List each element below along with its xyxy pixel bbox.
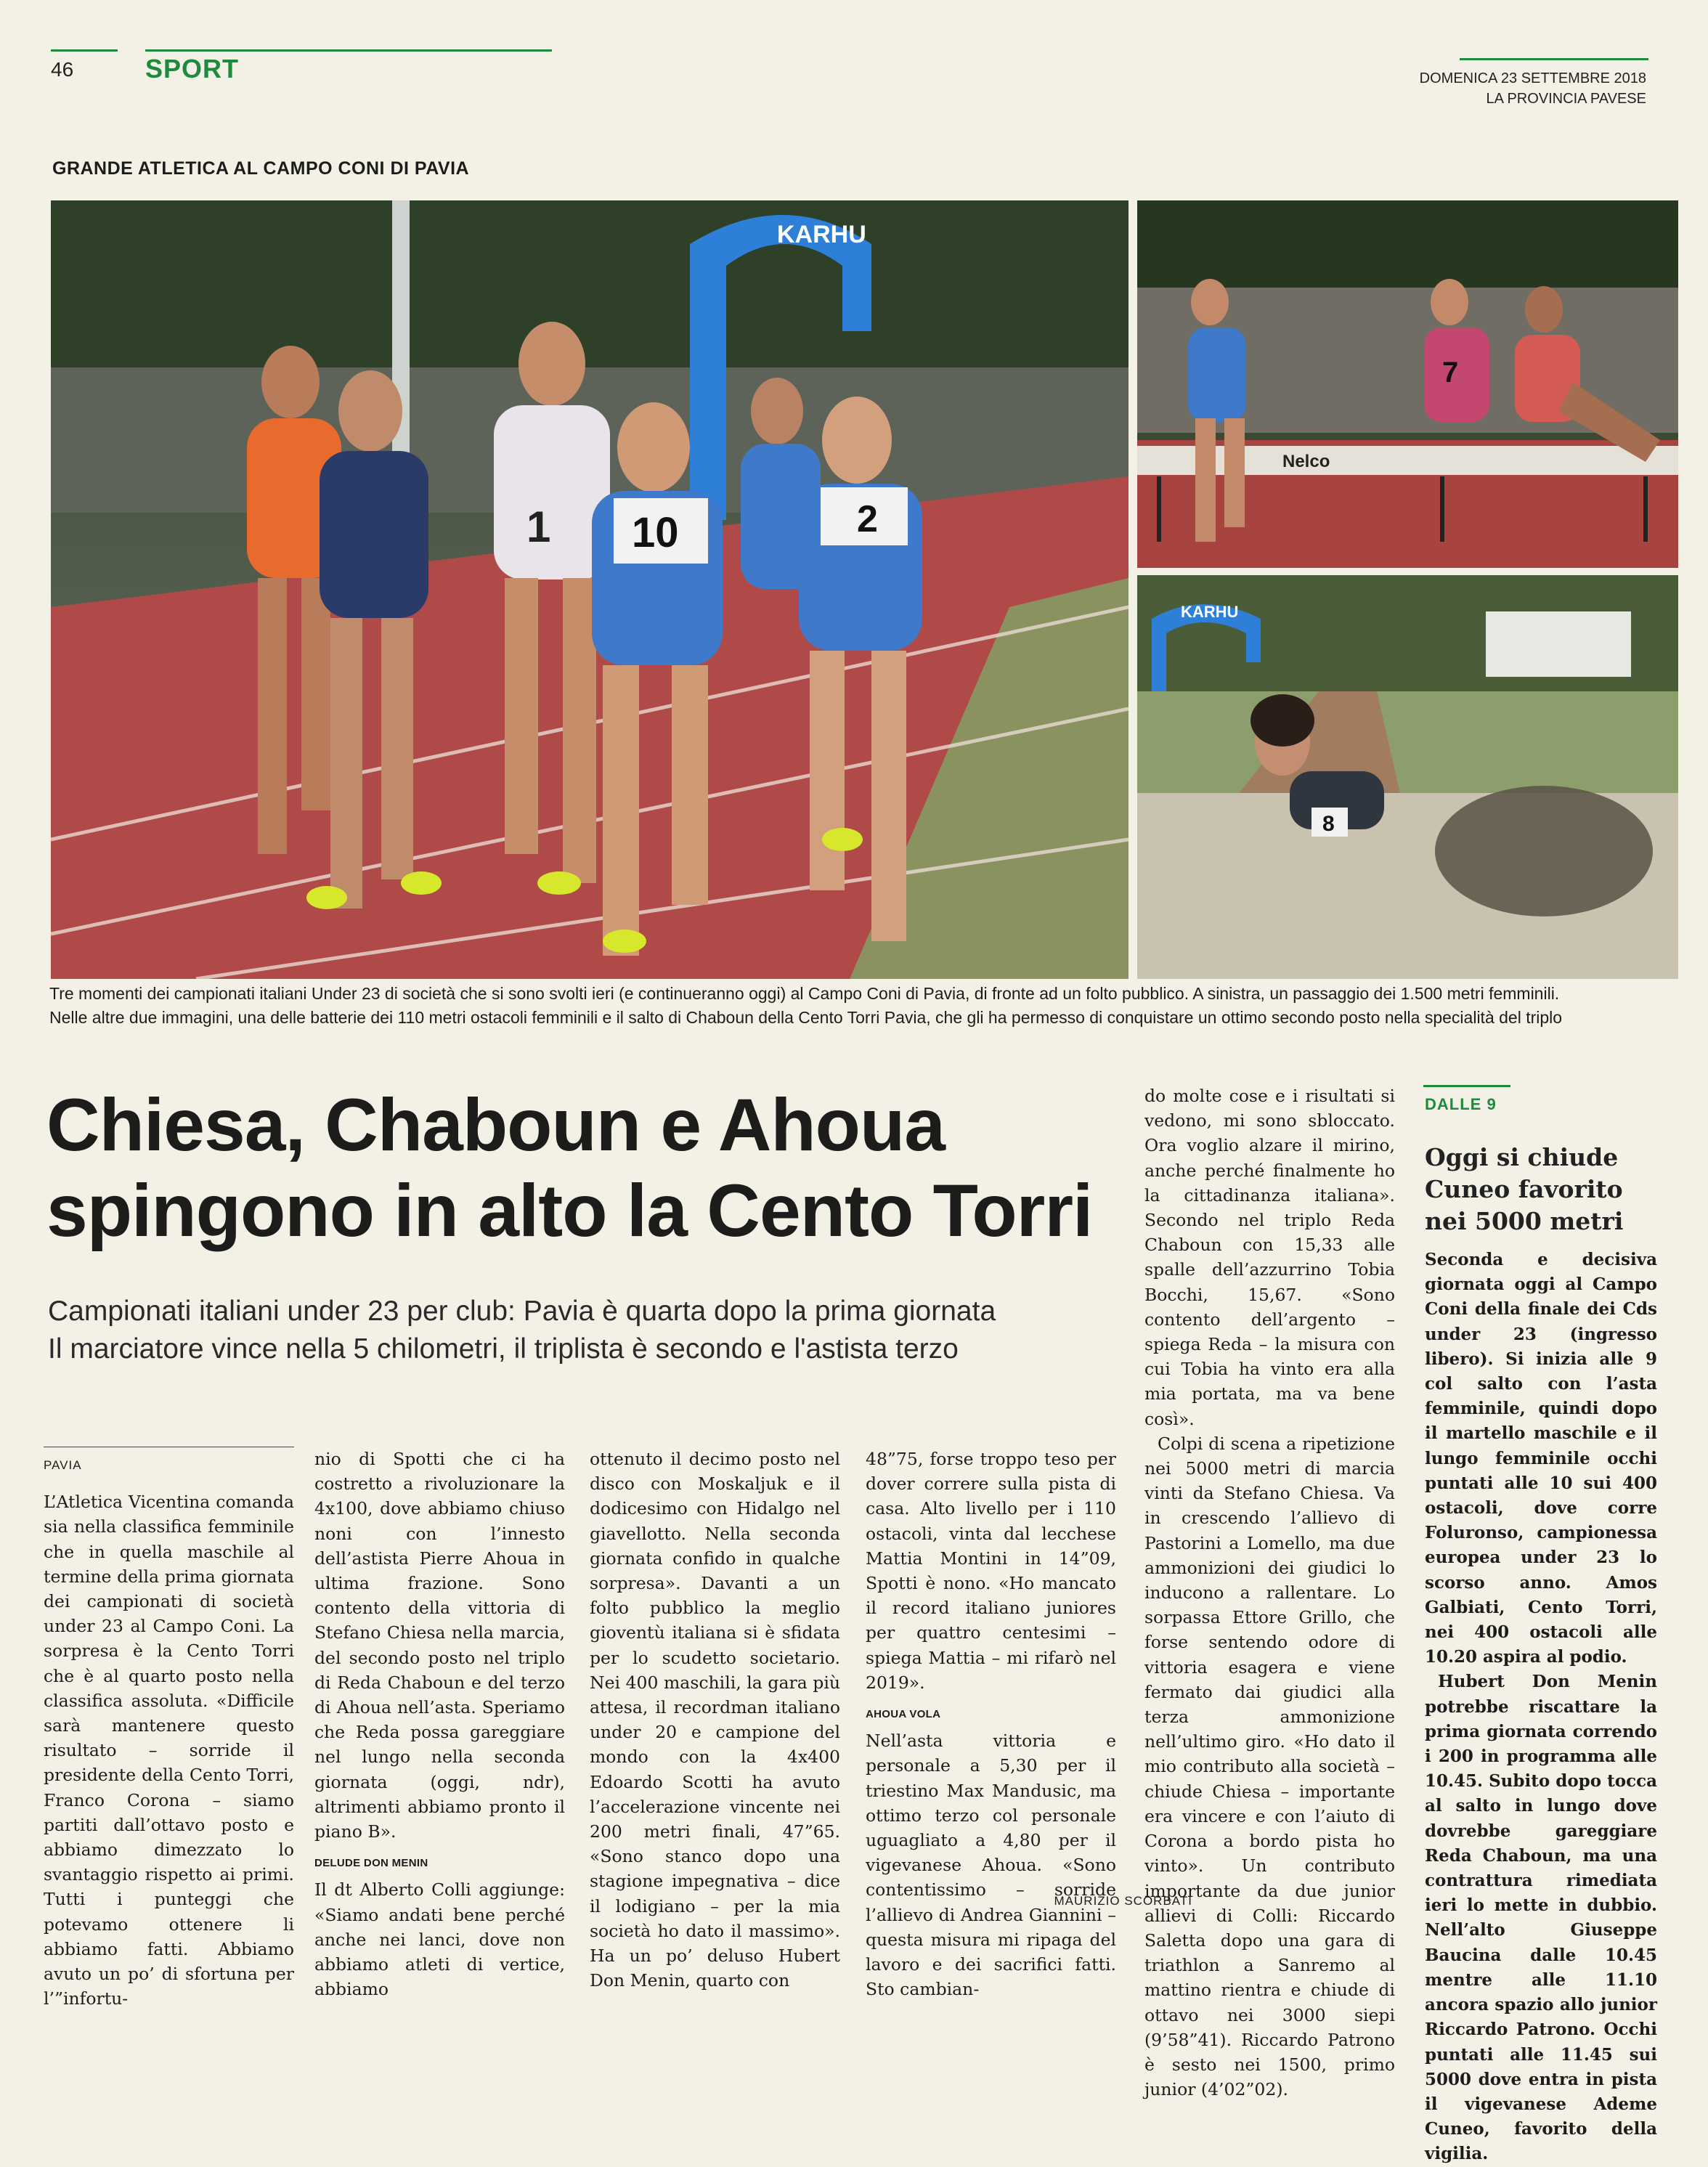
page-number: 46 [51, 58, 74, 81]
photo-long-jump [1137, 575, 1678, 979]
photo-110m-hurdles [1137, 200, 1678, 568]
article-column-3 [590, 1447, 840, 1993]
caption-line-2: Nelle altre due immagini, una delle batterie dei 110 metri ostacoli femminili e il salto di Chaboun della Cento Torri Pavia, che gli ha permesso di conquistare un ottimo secondo posto nella specialità del triplo [49, 1008, 1563, 1027]
article-column-2 [314, 1447, 565, 2001]
header-rule-left [51, 49, 118, 52]
hurdles-bib-7: 7 [1442, 357, 1459, 389]
article-column-4 [866, 1447, 1116, 2001]
sidebar-label: DALLE 9 [1425, 1095, 1497, 1113]
byline: MAURIZIO SCORBATI [1054, 1894, 1192, 1908]
hurdle-banner-label: Nelco [1282, 452, 1330, 471]
sidebar-paragraph: Hubert Don Menin potrebbe riscattare la prima giornata correndo i 200 in programma alle 10.45. Subito dopo tocca al salto in lungo dove dovrebbe gareggiare Reda Chaboun, ma una contrattura rimediata ieri lo mette in dubbio. Nell’alto Giuseppe Baucina dalle 10.45 mentre alle 11.10 ancora spazio allo junior Riccardo Patrono. Occhi puntati alle 11.45 sui 5000 dove entra in pista il vigevanese Ademe Cuneo, favorito della vigilia. [1425, 1672, 1657, 2164]
article-paragraph: Nell’asta vittoria e personale a 5,30 per il triestino Max Mandusic, ma ottimo terzo col personale uguagliato a 4,80 per il vigevanese Ahoua. «Sono contentissimo – sorride l’allievo di Andrea Giannini – questa misura mi ripaga del lavoro e dei sacrifici fatti. Sto cambian- [866, 1731, 1116, 2000]
photo-1500m-runners [51, 200, 1128, 979]
longjump-bib-8: 8 [1322, 812, 1335, 836]
headline-line-1: Chiesa, Chaboun e Ahoua [46, 1084, 946, 1166]
publication-date: DOMENICA 23 SETTEMBRE 2018 [1419, 70, 1646, 86]
header-rule-right [1460, 58, 1648, 60]
header-rule-section [145, 49, 552, 52]
article-paragraph: nio di Spotti che ci ha costretto a rivoluzionare la 4x100, dove abbiamo chiuso noni con l’innesto dell’astista Pierre Ahoua in ultima frazione. Sono contento della vittoria di Stefano Chiesa nella marcia, del secondo posto nel triplo di Reda Chaboun e del terzo di Ahoua nell’asta. Speriamo che Reda possa gareggiare nel lungo nella seconda giornata (oggi, ndr), altrimenti abbiamo pronto il piano B». [314, 1449, 565, 1842]
article-paragraph: Il dt Alberto Colli aggiunge: «Siamo andati bene perché anche nei lanci, dove non abbiamo atleti di vertice, abbiamo [314, 1879, 565, 2000]
headline-line-2: spingono in alto la Cento Torri [46, 1169, 1093, 1252]
headline [46, 1082, 1136, 1253]
arch-sponsor-label: KARHU [777, 221, 866, 248]
sidebar-title: Oggi si chiude Cuneo favorito nei 5000 metri [1425, 1143, 1624, 1235]
article-paragraph: Colpi di scena a ripetizione nei 5000 metri di marcia vinti da Stefano Chiesa. Va in crescendo l’allievo di Pastorini a Lomello, ma due ammonizioni dei giudici lo inducono a rallentare. Lo sorpassa Ettore Grillo, che forse sentendo odore di vittoria esagera e viene fermato dai giudici alla terza ammonizione nell’ultimo giro. «Ho dato il mio contributo alla società – chiude Chiesa – importante era vincere e con l’aiuto di Corona a bordo pista ho vinto». Un contributo importante da due junior allievi di Colli: Riccardo Saletta dopo una gara di triathlon a Sanremo al mattino rientra e chiude di ottavo nei 3000 siepi (9’58”41). Riccardo Patrono è sesto nei 1500, primo junior (4’02”02). [1144, 1433, 1395, 2100]
article-column-5 [1144, 1084, 1395, 2102]
sidebar-paragraph: Seconda e decisiva giornata oggi al Campo Coni della finale dei Cds under 23 (ingresso libero). Si inizia alle 9 col salto con l’asta femminile, quindi dopo il martello maschile e il lungo femminile occhi puntati alle 10 sui 400 ostacoli, dove corre Foluronso, campionessa europea under 23 lo scorso anno. Amos Galbiati, Cento Torri, nei 400 ostacoli alle 10.20 aspira al podio. [1425, 1250, 1657, 1667]
article-paragraph: ottenuto il decimo posto nel disco con Moskaljuk e il dodicesimo con Hidalgo nel giavellotto. Nella seconda giornata confido in qualche sorpresa». Davanti a un folto pubblico la meglio gioventù italiana si è sfidata per lo scudetto societario. Nei 400 maschili, la gara più attesa, il recordman italiano under 20 e campione del mondo con la 4x400 Edoardo Scotti ha avuto l’accelerazione vincente nei 200 metri finali, 47”65. «Sono stanco dopo una stagione impegnativa – dice il lodigiano – per la mia società ho dato il massimo». Ha un po’ deluso Hubert Don Menin, quarto con [590, 1449, 840, 1991]
section-title: SPORT [145, 54, 240, 84]
photo-caption [49, 982, 1647, 1030]
caption-line-1: Tre momenti dei campionati italiani Under 23 di società che si sono svolti ieri (e continueranno oggi) al Campo Coni di Pavia, di fronte ad un folto pubblico. A sinistra, un passaggio dei 1.500 metri femminili. [49, 984, 1560, 1003]
subsection-title: DELUDE DON MENIN [314, 1857, 428, 1870]
longjump-arch-label: KARHU [1181, 603, 1239, 621]
article-paragraph: 48”75, forse troppo teso per dover correre sulla pista di casa. Alto livello per i 110 ostacoli, vinta dal lecchese Mattia Montini in 14”09, Spotti è nono. «Ho mancato il record italiano juniores per quattro centesimi – spiega Mattia – mi rifarò nel 2019». [866, 1449, 1116, 1693]
header-date-block [1420, 68, 1646, 109]
dateline: PAVIA [44, 1447, 294, 1478]
subhead-line-1: Campionati italiani under 23 per club: Pavia è quarta dopo la prima giornata [48, 1296, 996, 1327]
photo-bib-1: 1 [526, 503, 551, 551]
photo-bib-10: 10 [632, 509, 679, 556]
article-paragraph: do molte cose e i risultati si vedono, mi sono sbloccato. Ora voglio alzare il mirino, anche perché finalmente ho la cittadinanza italiana». Secondo nel triplo Reda Chaboun con 15,33 alle spalle dell’azzurrino Tobia Bocchi, 15,67. «Sono contento dell’argento – spiega Reda – la misura con cui Tobia ha vinto era alla mia portata, ma va bene così». [1144, 1086, 1395, 1429]
photo-bib-2: 2 [857, 498, 878, 540]
publication-name: LA PROVINCIA PAVESE [1486, 91, 1646, 107]
subsection-title: AHOUA VOLA [866, 1708, 941, 1721]
sidebar-body [1425, 1248, 1657, 2167]
article-paragraph: L’Atletica Vicentina comanda sia nella classifica femminile che in quella maschile al termine della prima giornata dei campionati di società under 23 al Campo Coni. La sorpresa è la Cento Torri che è al quarto posto nella classifica assoluta. «Difficile sarà mantenere questo risultato – sorride il presidente della Cento Torri, Franco Corona – siamo partiti dall’ottavo posto e abbiamo dimezzato lo svantaggio rispetto ai primi. Tutti i punteggi che potevamo ottenere li abbiamo fatti. Abbiamo avuto un po’ di sfortuna per l’”infortu- [44, 1492, 294, 2009]
subheadline [48, 1293, 1137, 1368]
article-column-1 [44, 1447, 294, 2011]
kicker: GRANDE ATLETICA AL CAMPO CONI DI PAVIA [52, 158, 470, 179]
subhead-line-2: Il marciatore vince nella 5 chilometri, il triplista è secondo e l'astista terzo [48, 1333, 959, 1365]
sidebar-rule [1423, 1085, 1510, 1087]
